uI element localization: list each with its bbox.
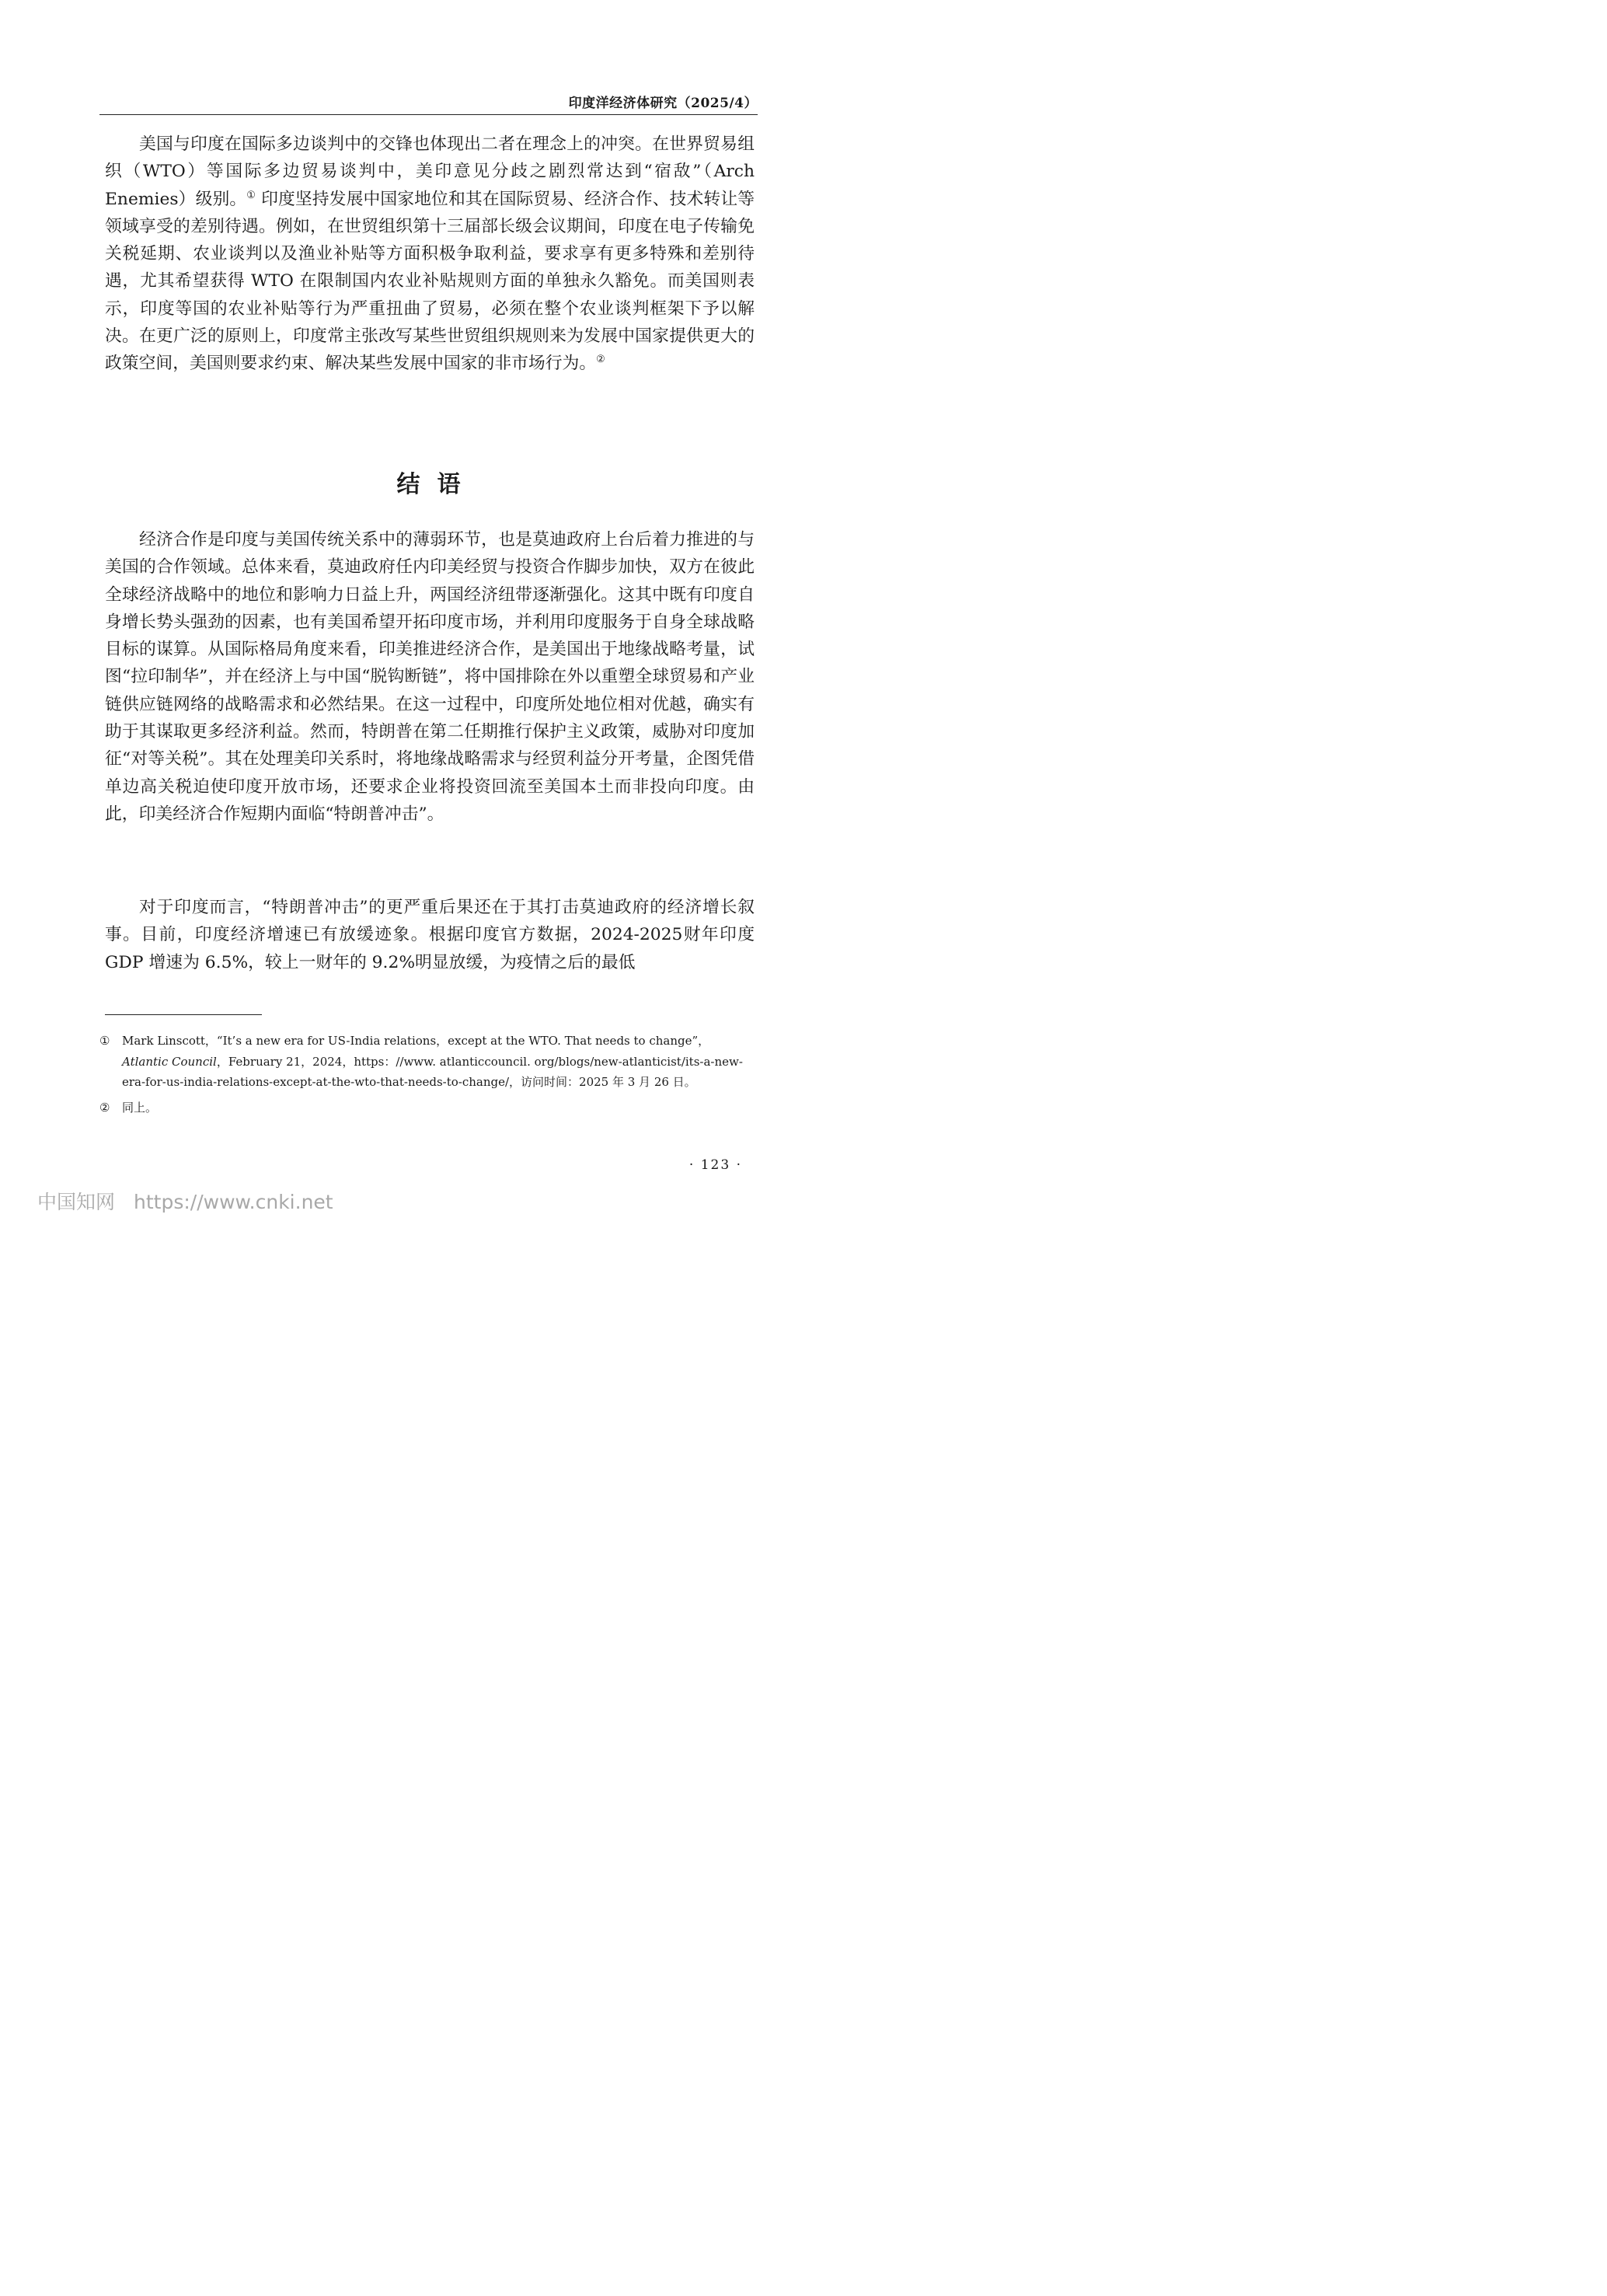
footnote-1-publication: Atlantic Council <box>122 1054 217 1069</box>
body-paragraph-1 <box>105 131 755 378</box>
footnote-ref-1[interactable]: ① <box>246 189 256 201</box>
footnote-text-1 <box>122 1031 754 1093</box>
footnote-1-text-a: Mark Linscott，“It’s a new era for US-India relations，except at the WTO. That needs to change”， <box>122 1034 710 1048</box>
footnote-1 <box>99 1031 754 1093</box>
page-number: · 123 · <box>688 1157 742 1173</box>
footnote-divider <box>105 1014 262 1015</box>
section-title: 结语 <box>396 471 478 498</box>
header-divider <box>99 114 758 115</box>
cnki-watermark <box>37 1187 333 1215</box>
watermark-url: https://www.cnki.net <box>134 1191 333 1213</box>
body-paragraph-3: 对于印度而言，“特朗普冲击”的更严重后果还在于其打击莫迪政府的经济增长叙事。目前，印度经济增速已有放缓迹象。根据印度官方数据，2024-2025财年印度 GDP 增速为 6.5%，较上一财年的 9.2%明显放缓，为疫情之后的最低 <box>105 898 755 972</box>
footnote-number-1: ① <box>99 1034 110 1048</box>
footnote-number-2: ② <box>99 1101 110 1115</box>
footnote-2 <box>99 1097 754 1118</box>
body-paragraph-2: 经济合作是印度与美国传统关系中的薄弱环节，也是莫迪政府上台后着力推进的与美国的合作领域。总体来看，莫迪政府任内印美经贸与投资合作脚步加快，双方在彼此全球经济战略中的地位和影响力日益上升，两国经济纽带逐渐强化。这其中既有印度自身增长势头强劲的因素，也有美国希望开拓印度市场，并利用印度服务于自身全球战略目标的谋算。从国际格局角度来看，印美推进经济合作，是美国出于地缘战略考量，试图“拉印制华”，并在经济上与中国“脱钩断链”，将中国排除在外以重塑全球贸易和产业链供应链网络的战略需求和必然结果。在这一过程中，印度所处地位相对优越，确实有助于其谋取更多经济利益。然而，特朗普在第二任期推行保护主义政策，威胁对印度加征“对等关税”。其在处理美印关系时，将地缘战略需求与经贸利益分开考量，企图凭借单边高关税迫使印度开放市场，还要求企业将投资回流至美国本土而非投向印度。由此，印美经济合作短期内面临“特朗普冲击”。 <box>105 530 755 824</box>
footnote-ref-2[interactable]: ② <box>596 354 605 366</box>
paragraph-1-text-b: 印度坚持发展中国家地位和其在国际贸易、经济合作、技术转让等领域享受的差别待遇。例如，在世贸组织第十三届部长级会议期间，印度在电子传输免关税延期、农业谈判以及渔业补贴等方面积极争取利益，要求享有更多特殊和差别待遇，尤其希望获得 WTO 在限制国内农业补贴规则方面的单独永久豁免。而美国则表示，印度等国的农业补贴等行为严重扭曲了贸易，必须在整个农业谈判框架下予以解决。在更广泛的原则上，印度常主张改写某些世贸组织规则来为发展中国家提供更大的政策空间，美国则要求约束、解决某些发展中国家的非市场行为。 <box>105 189 755 374</box>
journal-header: 印度洋经济体研究（2025/4） <box>568 96 758 111</box>
watermark-brand: 中国知网 <box>37 1191 116 1213</box>
footnote-1-text-b: ，February 21，2024，https：//www. atlanticcouncil. org/blogs/new-atlanticist/its-a-new-era-for-us-india-relations-except-at-the-wto-that-needs-to-change/，访问时间：2025 年 3 月 26 日。 <box>122 1054 743 1089</box>
paragraph-1-text-a: 美国与印度在国际多边谈判中的交锋也体现出二者在理念上的冲突。在世界贸易组织（WTO）等国际多边贸易谈判中，美印意见分歧之剧烈常达到“宿敌”（Arch Enemies）级别。 <box>105 134 755 209</box>
footnote-text-2: 同上。 <box>122 1101 158 1115</box>
